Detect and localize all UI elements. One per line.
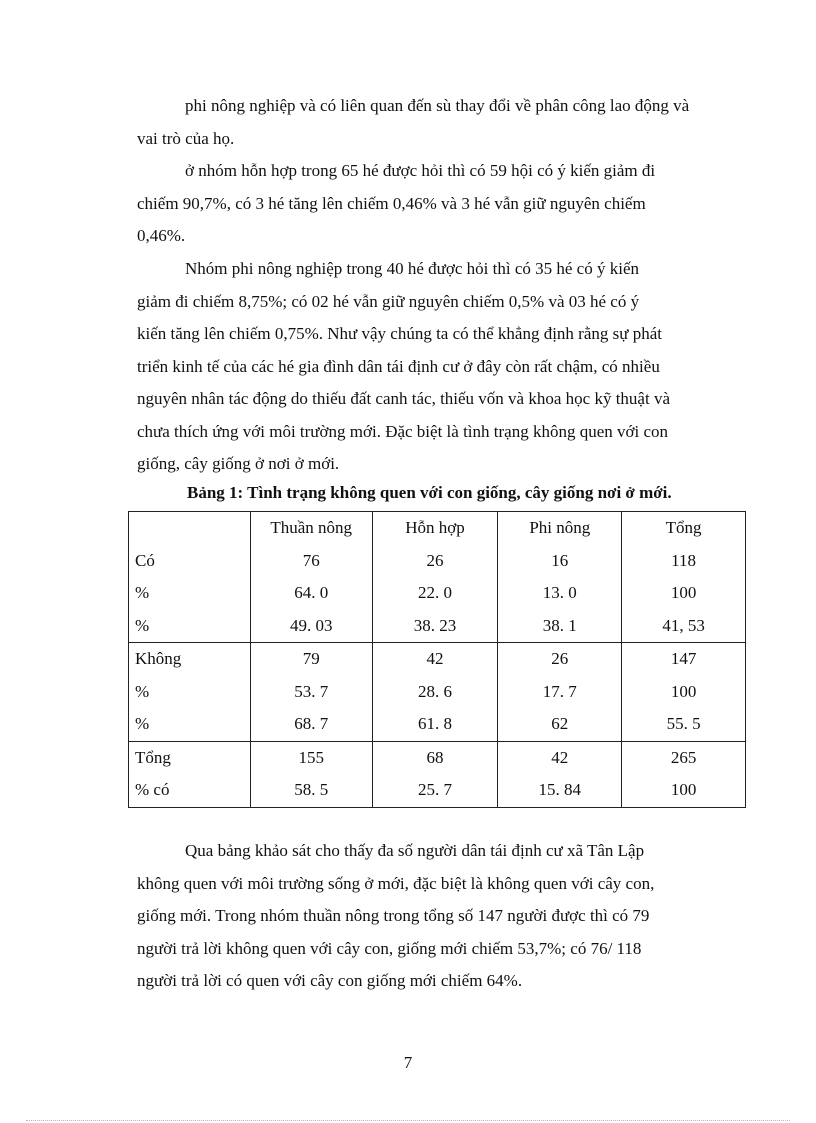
word: vai (137, 128, 158, 148)
table-cell: 25. 7 (372, 774, 498, 807)
paragraph-line: người trả lời không quen với cây con, giống mới chiếm 53,7%; có 76/ 118 (137, 938, 642, 958)
row-label: Có (129, 545, 251, 578)
survey-table (128, 511, 746, 808)
paragraph-1 (137, 90, 737, 155)
table-cell: 147 (622, 643, 746, 676)
table-cell: 41, 53 (622, 610, 746, 643)
paragraph-3 (137, 253, 737, 481)
paragraph-line: giống, cây giống ở nơi ở mới. (137, 454, 340, 473)
table-header-cell (129, 512, 251, 545)
paragraph-line: Qua bảng khảo sát cho thấy đa số người dân tái định cư xã Tân Lập (185, 841, 645, 860)
table-cell: 118 (622, 545, 746, 578)
table-cell: 64. 0 (250, 577, 372, 610)
table-cell: 100 (622, 577, 746, 610)
table-row (129, 610, 746, 643)
paragraph-line: ở nhóm hỗn hợp trong 65 hé được hỏi thì có 59 hội có ý kiến giảm đi (185, 161, 656, 180)
table-cell: 38. 23 (372, 610, 498, 643)
paragraph-2 (137, 155, 737, 253)
table-header-cell: Hỗn hợp (372, 512, 498, 545)
row-label: % (129, 577, 251, 610)
row-label: % có (129, 774, 251, 807)
table-header-cell: Thuần nông (250, 512, 372, 545)
table-cell: 22. 0 (372, 577, 498, 610)
table-caption: Bảng 1: Tình trạng không quen với con giống, cây giống nơi ở mới. (187, 483, 672, 502)
paragraph-line: giảm đi chiếm 8,75%; có 02 hé vẫn giữ nguyên chiếm 0,5% và 03 hé có ý (137, 291, 640, 311)
paragraph-line: nguyên nhân tác động do thiếu đất canh tác, thiếu vốn và khoa học kỹ thuật và (137, 389, 670, 408)
paragraph-line: giống mới. Trong nhóm thuần nông trong tổng số 147 người được thì có 79 (137, 906, 650, 925)
table-cell: 100 (622, 676, 746, 709)
word: của (185, 128, 209, 148)
word: họ. (213, 128, 235, 148)
word: trò (162, 128, 181, 148)
table-cell: 79 (250, 643, 372, 676)
table-row (129, 741, 746, 774)
paragraph-line: chưa thích ứng với môi trường mới. Đặc biệt là tình trạng không quen với con (137, 421, 669, 441)
paragraph-line: kiến tăng lên chiếm 0,75%. Như vậy chúng ta có thể khẳng định rằng sự phát (137, 324, 662, 343)
table-row (129, 643, 746, 676)
table-cell: 38. 1 (498, 610, 622, 643)
paragraph-line: 0,46%. (137, 226, 186, 245)
table-cell: 26 (372, 545, 498, 578)
table-cell: 61. 8 (372, 708, 498, 741)
row-label: Không (129, 643, 251, 676)
table-row (129, 577, 746, 610)
paragraph-4 (137, 835, 737, 998)
table-cell: 265 (622, 741, 746, 774)
table-cell: 49. 03 (250, 610, 372, 643)
row-label: % (129, 676, 251, 709)
table-cell: 42 (498, 741, 622, 774)
table-header-row (129, 512, 746, 545)
table-cell: 155 (250, 741, 372, 774)
table-row (129, 545, 746, 578)
paragraph-line: triển kinh tế của các hé gia đình dân tái định cư ở đây còn rất chậm, có nhiều (137, 356, 660, 376)
table-cell: 58. 5 (250, 774, 372, 807)
table-row (129, 774, 746, 807)
table-cell: 15. 84 (498, 774, 622, 807)
table-header-cell: Phi nông (498, 512, 622, 545)
page-bottom-divider (26, 1120, 790, 1121)
table-cell: 26 (498, 643, 622, 676)
page-number: 7 (403, 1053, 413, 1072)
table-row (129, 676, 746, 709)
table-header-cell: Tổng (622, 512, 746, 545)
paragraph-line-spread (137, 123, 737, 156)
paragraph-line: phi nông nghiệp và có liên quan đến sù thay đổi về phân công lao động và (185, 96, 690, 115)
table-cell: 16 (498, 545, 622, 578)
row-label: Tổng (129, 741, 251, 774)
table-cell: 68. 7 (250, 708, 372, 741)
table-cell: 13. 0 (498, 577, 622, 610)
table-cell: 17. 7 (498, 676, 622, 709)
row-label: % (129, 708, 251, 741)
paragraph-line: chiếm 90,7%, có 3 hé tăng lên chiếm 0,46% và 3 hé vẫn giữ nguyên chiếm (137, 193, 646, 213)
table-cell: 28. 6 (372, 676, 498, 709)
table-cell: 42 (372, 643, 498, 676)
table-cell: 68 (372, 741, 498, 774)
table-cell: 76 (250, 545, 372, 578)
table-cell: 62 (498, 708, 622, 741)
paragraph-line: không quen với môi trường sống ở mới, đặc biệt là không quen với cây con, (137, 873, 655, 893)
paragraph-line: người trả lời có quen với cây con giống mới chiếm 64%. (137, 971, 523, 990)
row-label: % (129, 610, 251, 643)
table-cell: 100 (622, 774, 746, 807)
table-cell: 55. 5 (622, 708, 746, 741)
table-row (129, 708, 746, 741)
table-cell: 53. 7 (250, 676, 372, 709)
paragraph-line: Nhóm phi nông nghiệp trong 40 hé được hỏi thì có 35 hé có ý kiến (185, 259, 639, 278)
